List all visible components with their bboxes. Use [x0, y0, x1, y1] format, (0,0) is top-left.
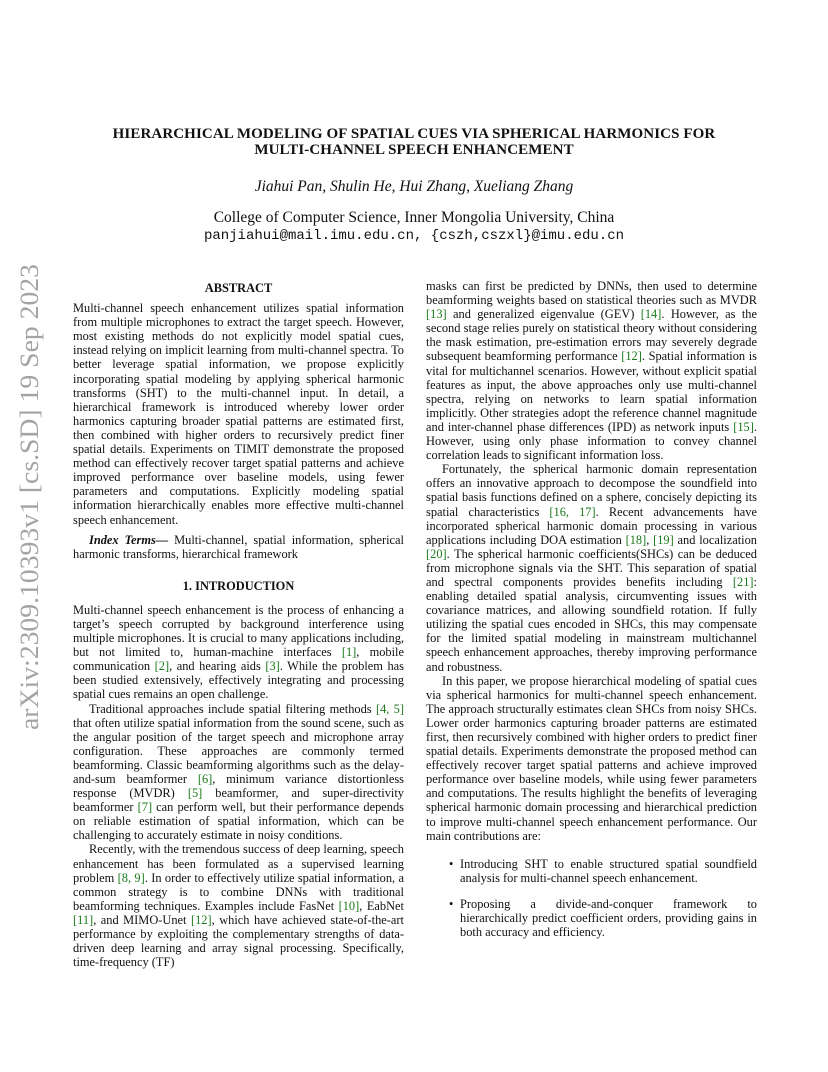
arxiv-identifier: arXiv:2309.10393v1 [cs.SD] 19 Sep 2023: [14, 283, 44, 730]
paper-title: [60, 126, 768, 158]
citation-link[interactable]: [10]: [338, 898, 360, 913]
contributions-list: [426, 857, 757, 939]
right-column: [426, 279, 757, 951]
citation-link[interactable]: [6]: [197, 772, 213, 786]
citation-link[interactable]: [11]: [73, 912, 94, 927]
right-paragraph-2: Fortunately, the spherical harmonic domain representation offers an innovative approach to decompose the soundfield into spatial basis functions defined on a sphere, concisely depicting its spatial characteristics [16, 17]. Recent advancements have incorporated spherical harmonic domain processing in various applications including DOA estimation [18], [19] and localization [20]. The spherical harmonic coefficients(SHCs) can be deduced from microphone signals via the SHT. This separation of spatial and spectral components provides benefits including [21]: enabling detailed spatial analysis, circumventing issues with covariance matrices, and allowing soundfield rotation. If fully utilizing the spatial cues encoded in SHCs, this may compensate for the limited spatial modeling in mainstream multichannel speech enhancement approaches, thereby improving performance and robustness.: [426, 462, 757, 674]
contribution-item: • Introducing SHT to enable structured spatial soundfield analysis for multi-channel speech enhancement.: [449, 856, 757, 885]
abstract-heading: ABSTRACT: [204, 281, 273, 295]
right-paragraph-3: In this paper, we propose hierarchical modeling of spatial cues via spherical harmonics for multi-channel speech enhancement. The approach structurally estimates clean SHCs from noisy SHCs. Lower order harmonics capturing broader patterns are estimated first, then recursively combined with higher orders to predict finer spatial details. Experiments demonstrate the proposed method can effectively recover target spatial patterns and achieve improved performance over baseline models, while using fewer parameters and computations. The results highlight the benefits of leveraging spherical harmonic domain processing and hierarchical prediction to improve multi-channel speech enhancement performance. Our main contributions are:: [426, 673, 757, 843]
citation-link[interactable]: [8, 9]: [117, 870, 145, 885]
title-line-2: MULTI-CHANNEL SPEECH ENHANCEMENT: [254, 142, 574, 158]
citation-link[interactable]: [20]: [426, 546, 447, 561]
citation-link[interactable]: [12]: [621, 349, 642, 364]
citation-link[interactable]: [1]: [341, 645, 357, 660]
index-terms: [73, 533, 404, 561]
citation-link[interactable]: [3]: [265, 659, 280, 674]
affiliation: College of Computer Science, Inner Mongolia University, China: [213, 209, 615, 226]
bullet-icon: •: [449, 856, 454, 871]
citation-link[interactable]: [7]: [137, 800, 153, 815]
intro-paragraph-1: Multi-channel speech enhancement is the process of enhancing a target’s speech corrupted by background interference using multiple microphones. It is crucial to many applications including, but not limited to, human-machine interfaces [1], mobile communication [2], and hearing aids [3]. While the problem has been studied extensively, effectively integrating and processing spatial cues remains an open challenge.: [73, 602, 404, 702]
citation-link[interactable]: [16, 17]: [549, 504, 596, 519]
index-terms-label: Index Terms—: [89, 532, 169, 547]
intro-paragraph-3: Recently, with the tremendous success of deep learning, speech enhancement has been formulated as a supervised learning problem [8, 9]. In order to effectively utilize spatial information, a common strategy is to combine DNNs with traditional beamforming techniques. Examples include FasNet [10], EabNet [11], and MIMO-Unet [12], which have achieved state-of-the-art performance by exploiting the complementary strengths of data-driven deep learning and array signal processing. Specifically, time-frequency (TF): [73, 842, 404, 970]
arxiv-stamp: [14, 262, 46, 732]
citation-link[interactable]: [18]: [625, 532, 647, 547]
contribution-item: • Proposing a divide-and-conquer framework to hierarchically predict coefficient orders, providing gains in both accuracy and efficiency.: [449, 896, 757, 940]
citation-link[interactable]: [19]: [653, 532, 674, 547]
bullet-icon: •: [449, 896, 454, 911]
citation-link[interactable]: [13]: [426, 307, 447, 322]
left-column: [73, 281, 404, 969]
citation-link[interactable]: [15]: [733, 419, 754, 434]
citation-link[interactable]: [21]: [732, 574, 754, 589]
abstract-text: Multi-channel speech enhancement utilizes spatial information from multiple microphones to extract the target speech. However, most existing methods do not explicitly model spatial cues, instead relying on implicit learning from multi-channel spectra. To better leverage spatial information, we propose explicitly incorporating spatial modeling by applying spherical harmonic transforms (SHT) to the multi-channel input. In detail, a hierarchical framework is introduced whereby lower order harmonics capturing broader spatial patterns are estimated first, then combined with higher orders to recursively predict finer spatial details. Experiments on TIMIT demonstrate the proposed method can effectively recover target spatial patterns and achieve improved performance over baseline models, using fewer parameters and computations. Explicitly modeling spatial information hierarchically enables more effective multi-channel speech enhancement.: [73, 301, 404, 527]
citation-link[interactable]: [14]: [640, 307, 662, 322]
index-terms-text: Multi-channel, spatial information, spherical harmonic transforms, hierarchical framework: [73, 532, 404, 561]
citation-link[interactable]: [4, 5]: [375, 701, 404, 716]
citation-link[interactable]: [2]: [154, 659, 170, 674]
right-paragraph-1: masks can first be predicted by DNNs, then used to determine beamforming weights based on statistical theories such as MVDR [13] and generalized eigenvalue (GEV) [14]. However, as the second stage relies purely on statistical theory without considering the mask estimation, pre-estimation errors may severely degrade subsequent beamforming performance [12]. Spatial information is vital for multichannel scenarios. However, without explicit spatial features as input, the above approaches only use multi-channel spectra, relying on networks to learn spatial information implicitly. Other strategies adopt the reference channel magnitude and inter-channel phase differences (IPD) as network inputs [15]. However, using only phase information to convey channel correlation leads to significant information loss.: [426, 279, 757, 463]
intro-paragraph-2: Traditional approaches include spatial filtering methods [4, 5] that often utilize spatial information from the sound scene, such as the angular position of the target speech and microphone array configuration. These approaches are commonly termed beamforming. Classic beamforming algorithms such as the delay-and-sum beamformer [6], minimum variance distortionless response (MVDR) [5] beamformer, and super-directivity beamformer [7] can perform well, but their performance depends on reliable estimation of spatial information, which can be challenging to accurately estimate in noisy conditions.: [73, 701, 405, 843]
citation-link[interactable]: [12]: [190, 912, 212, 927]
author-emails: panjiahui@mail.imu.edu.cn, {cszh,cszxl}@imu.edu.cn: [203, 228, 625, 244]
introduction-heading: 1. INTRODUCTION: [182, 578, 295, 593]
authors: Jiahui Pan, Shulin He, Hui Zhang, Xueliang Zhang: [254, 178, 574, 195]
citation-link[interactable]: [5]: [187, 786, 203, 801]
title-line-1: HIERARCHICAL MODELING OF SPATIAL CUES VIA SPHERICAL HARMONICS FOR: [112, 126, 716, 142]
